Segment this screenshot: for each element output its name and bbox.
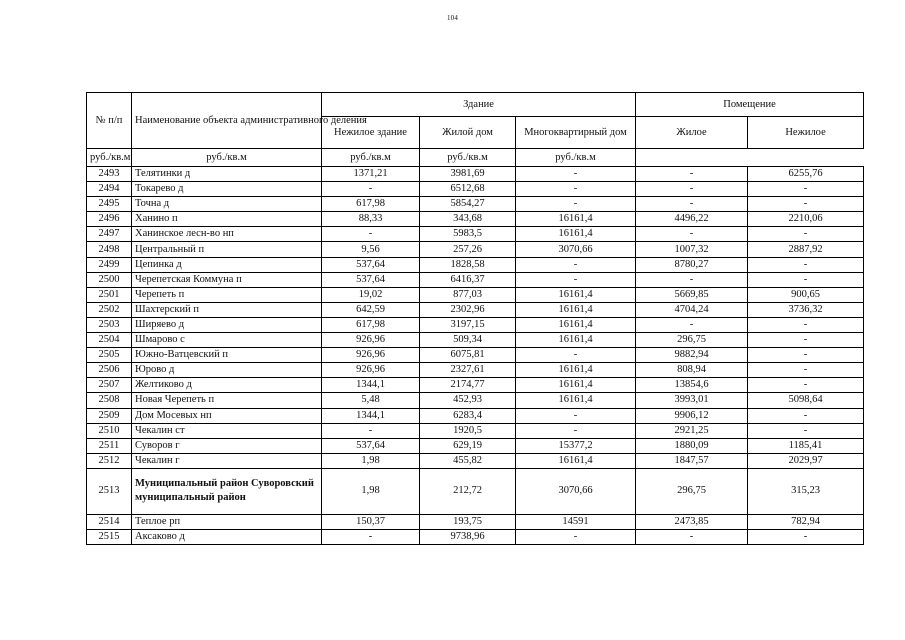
header-number: № п/п — [87, 93, 132, 149]
residential-premises-price: 4496,22 — [636, 212, 748, 227]
residential-house-price: 2174,77 — [420, 378, 516, 393]
table-row — [87, 197, 864, 212]
table-row — [87, 423, 864, 438]
price-table — [86, 92, 864, 545]
nonresidential-building-price: 19,02 — [322, 287, 420, 302]
header-residential-house: Жилой дом — [420, 117, 516, 149]
row-number: 2504 — [87, 333, 132, 348]
residential-house-price: 3981,69 — [420, 167, 516, 182]
apartment-building-price: 15377,2 — [516, 438, 636, 453]
table-row — [87, 453, 864, 468]
nonresidential-building-price: 1,98 — [322, 468, 420, 514]
residential-house-price: 629,19 — [420, 438, 516, 453]
nonresidential-building-price: 926,96 — [322, 348, 420, 363]
nonresidential-building-price: 617,98 — [322, 197, 420, 212]
nonresidential-premises-price: - — [748, 257, 864, 272]
header-building: Здание — [322, 93, 636, 117]
nonresidential-building-price: - — [322, 529, 420, 544]
nonresidential-building-price: 9,56 — [322, 242, 420, 257]
object-name: Чекалин г — [132, 453, 322, 468]
apartment-building-price: - — [516, 423, 636, 438]
table-row — [87, 514, 864, 529]
nonresidential-building-price: 1344,1 — [322, 408, 420, 423]
residential-house-price: 2302,96 — [420, 302, 516, 317]
residential-premises-price: 9882,94 — [636, 348, 748, 363]
apartment-building-price: - — [516, 348, 636, 363]
nonresidential-building-price: 1344,1 — [322, 378, 420, 393]
row-number: 2503 — [87, 317, 132, 332]
table-row — [87, 363, 864, 378]
nonresidential-premises-price: 5098,64 — [748, 393, 864, 408]
table-row — [87, 272, 864, 287]
residential-house-price: 509,34 — [420, 333, 516, 348]
row-number: 2511 — [87, 438, 132, 453]
nonresidential-premises-price: 782,94 — [748, 514, 864, 529]
apartment-building-price: - — [516, 272, 636, 287]
object-name: Чекалин ст — [132, 423, 322, 438]
row-number: 2515 — [87, 529, 132, 544]
residential-premises-price: 5669,85 — [636, 287, 748, 302]
residential-house-price: 343,68 — [420, 212, 516, 227]
row-number: 2494 — [87, 182, 132, 197]
apartment-building-price: 16161,4 — [516, 287, 636, 302]
nonresidential-premises-price: 2029,97 — [748, 453, 864, 468]
table-body — [87, 167, 864, 545]
table-row — [87, 227, 864, 242]
units-label: руб./кв.м — [87, 149, 132, 167]
residential-premises-price: 3993,01 — [636, 393, 748, 408]
nonresidential-building-price: - — [322, 423, 420, 438]
nonresidential-premises-price: - — [748, 529, 864, 544]
row-number: 2510 — [87, 423, 132, 438]
object-name: Ханино п — [132, 212, 322, 227]
table-row — [87, 182, 864, 197]
residential-premises-price: - — [636, 182, 748, 197]
nonresidential-building-price: 642,59 — [322, 302, 420, 317]
residential-house-price: 1920,5 — [420, 423, 516, 438]
object-name: Желтиково д — [132, 378, 322, 393]
apartment-building-price: 3070,66 — [516, 468, 636, 514]
nonresidential-premises-price: 6255,76 — [748, 167, 864, 182]
nonresidential-premises-price: 900,65 — [748, 287, 864, 302]
residential-premises-price: 296,75 — [636, 333, 748, 348]
nonresidential-premises-price: - — [748, 227, 864, 242]
row-number: 2495 — [87, 197, 132, 212]
apartment-building-price: - — [516, 197, 636, 212]
residential-house-price: 452,93 — [420, 393, 516, 408]
row-number: 2499 — [87, 257, 132, 272]
residential-premises-price: 9906,12 — [636, 408, 748, 423]
row-number: 2493 — [87, 167, 132, 182]
table-row — [87, 348, 864, 363]
table-row — [87, 242, 864, 257]
table-row — [87, 468, 864, 514]
nonresidential-building-price: 150,37 — [322, 514, 420, 529]
object-name: Аксаково д — [132, 529, 322, 544]
nonresidential-premises-price: - — [748, 378, 864, 393]
header-premises: Помещение — [636, 93, 864, 117]
object-name: Цепинка д — [132, 257, 322, 272]
nonresidential-building-price: 1,98 — [322, 453, 420, 468]
nonresidential-building-price: 926,96 — [322, 363, 420, 378]
apartment-building-price: 16161,4 — [516, 212, 636, 227]
nonresidential-premises-price: 3736,32 — [748, 302, 864, 317]
residential-premises-price: 4704,24 — [636, 302, 748, 317]
object-name: Шахтерский п — [132, 302, 322, 317]
apartment-building-price: 16161,4 — [516, 333, 636, 348]
nonresidential-premises-price: 2210,06 — [748, 212, 864, 227]
object-name: Точна д — [132, 197, 322, 212]
apartment-building-price: 16161,4 — [516, 393, 636, 408]
table-row — [87, 317, 864, 332]
object-name: Южно-Ватцевский п — [132, 348, 322, 363]
apartment-building-price: 16161,4 — [516, 317, 636, 332]
table-row — [87, 438, 864, 453]
apartment-building-price: - — [516, 529, 636, 544]
object-name: Новая Черепеть п — [132, 393, 322, 408]
nonresidential-building-price: 537,64 — [322, 438, 420, 453]
residential-premises-price: - — [636, 167, 748, 182]
object-name: Теплое рп — [132, 514, 322, 529]
row-number: 2498 — [87, 242, 132, 257]
residential-house-price: 6512,68 — [420, 182, 516, 197]
object-name: Черепеть п — [132, 287, 322, 302]
object-name: Юрово д — [132, 363, 322, 378]
residential-premises-price: 1007,32 — [636, 242, 748, 257]
residential-premises-price: 1847,57 — [636, 453, 748, 468]
residential-house-price: 2327,61 — [420, 363, 516, 378]
table-row — [87, 333, 864, 348]
apartment-building-price: 14591 — [516, 514, 636, 529]
table-row — [87, 212, 864, 227]
row-number: 2506 — [87, 363, 132, 378]
nonresidential-building-price: - — [322, 227, 420, 242]
header-nonresidential-building: Нежилое здание — [322, 117, 420, 149]
object-name: Ширяево д — [132, 317, 322, 332]
table-row — [87, 408, 864, 423]
nonresidential-premises-price: 315,23 — [748, 468, 864, 514]
row-number: 2509 — [87, 408, 132, 423]
residential-house-price: 9738,96 — [420, 529, 516, 544]
object-name: Черепетская Коммуна п — [132, 272, 322, 287]
row-number: 2501 — [87, 287, 132, 302]
apartment-building-price: 16161,4 — [516, 363, 636, 378]
nonresidential-building-price: 1371,21 — [322, 167, 420, 182]
residential-premises-price: - — [636, 529, 748, 544]
row-number: 2514 — [87, 514, 132, 529]
residential-house-price: 6283,4 — [420, 408, 516, 423]
residential-house-price: 3197,15 — [420, 317, 516, 332]
residential-house-price: 455,82 — [420, 453, 516, 468]
residential-house-price: 5854,27 — [420, 197, 516, 212]
nonresidential-building-price: 88,33 — [322, 212, 420, 227]
header-nonresidential-premises: Нежилое — [748, 117, 864, 149]
row-number: 2502 — [87, 302, 132, 317]
residential-house-price: 212,72 — [420, 468, 516, 514]
row-number: 2512 — [87, 453, 132, 468]
residential-premises-price: 808,94 — [636, 363, 748, 378]
nonresidential-premises-price: - — [748, 333, 864, 348]
header-residential-premises: Жилое — [636, 117, 748, 149]
object-name: Шмарово с — [132, 333, 322, 348]
residential-premises-price: 13854,6 — [636, 378, 748, 393]
row-number: 2500 — [87, 272, 132, 287]
object-name: Токарево д — [132, 182, 322, 197]
table-row — [87, 378, 864, 393]
table-row — [87, 167, 864, 182]
object-name: Центральный п — [132, 242, 322, 257]
nonresidential-premises-price: - — [748, 272, 864, 287]
residential-house-price: 6075,81 — [420, 348, 516, 363]
row-number: 2508 — [87, 393, 132, 408]
residential-premises-price: 2921,25 — [636, 423, 748, 438]
apartment-building-price: - — [516, 408, 636, 423]
units-label: руб./кв.м — [516, 149, 636, 167]
nonresidential-building-price: 537,64 — [322, 272, 420, 287]
row-number: 2497 — [87, 227, 132, 242]
nonresidential-building-price: 537,64 — [322, 257, 420, 272]
units-label: руб./кв.м — [420, 149, 516, 167]
residential-premises-price: - — [636, 317, 748, 332]
residential-house-price: 877,03 — [420, 287, 516, 302]
nonresidential-premises-price: - — [748, 363, 864, 378]
header-apartment-building: Многоквартирный дом — [516, 117, 636, 149]
residential-premises-price: 296,75 — [636, 468, 748, 514]
residential-premises-price: 1880,09 — [636, 438, 748, 453]
row-number: 2507 — [87, 378, 132, 393]
nonresidential-premises-price: - — [748, 197, 864, 212]
object-name: Дом Мосевых нп — [132, 408, 322, 423]
residential-premises-price: 8780,27 — [636, 257, 748, 272]
apartment-building-price: 16161,4 — [516, 453, 636, 468]
table-row — [87, 287, 864, 302]
residential-house-price: 5983,5 — [420, 227, 516, 242]
nonresidential-premises-price: - — [748, 348, 864, 363]
apartment-building-price: - — [516, 182, 636, 197]
apartment-building-price: 3070,66 — [516, 242, 636, 257]
nonresidential-premises-price: 1185,41 — [748, 438, 864, 453]
row-number: 2513 — [87, 468, 132, 514]
apartment-building-price: - — [516, 257, 636, 272]
residential-premises-price: - — [636, 227, 748, 242]
nonresidential-building-price: 926,96 — [322, 333, 420, 348]
residential-premises-price: - — [636, 272, 748, 287]
header-object-name: Наименование объекта административного деления — [132, 93, 322, 149]
object-name: Ханинское лесн-во нп — [132, 227, 322, 242]
residential-house-price: 193,75 — [420, 514, 516, 529]
residential-house-price: 6416,37 — [420, 272, 516, 287]
nonresidential-premises-price: - — [748, 408, 864, 423]
nonresidential-premises-price: - — [748, 423, 864, 438]
nonresidential-premises-price: - — [748, 317, 864, 332]
object-name: Телятинки д — [132, 167, 322, 182]
nonresidential-building-price: 617,98 — [322, 317, 420, 332]
nonresidential-premises-price: - — [748, 182, 864, 197]
nonresidential-premises-price: 2887,92 — [748, 242, 864, 257]
residential-house-price: 257,26 — [420, 242, 516, 257]
residential-house-price: 1828,58 — [420, 257, 516, 272]
residential-premises-price: 2473,85 — [636, 514, 748, 529]
residential-premises-price: - — [636, 197, 748, 212]
apartment-building-price: 16161,4 — [516, 227, 636, 242]
apartment-building-price: 16161,4 — [516, 302, 636, 317]
units-label: руб./кв.м — [322, 149, 420, 167]
table-row — [87, 302, 864, 317]
nonresidential-building-price: 5,48 — [322, 393, 420, 408]
apartment-building-price: - — [516, 167, 636, 182]
object-name: Суворов г — [132, 438, 322, 453]
row-number: 2505 — [87, 348, 132, 363]
apartment-building-price: 16161,4 — [516, 378, 636, 393]
page-number: 104 — [446, 14, 459, 22]
nonresidential-building-price: - — [322, 182, 420, 197]
row-number: 2496 — [87, 212, 132, 227]
object-name: Муниципальный район Суворовский муниципальный район — [132, 468, 322, 514]
table-row — [87, 393, 864, 408]
table-row — [87, 257, 864, 272]
table-row — [87, 529, 864, 544]
units-label: руб./кв.м — [132, 149, 322, 167]
